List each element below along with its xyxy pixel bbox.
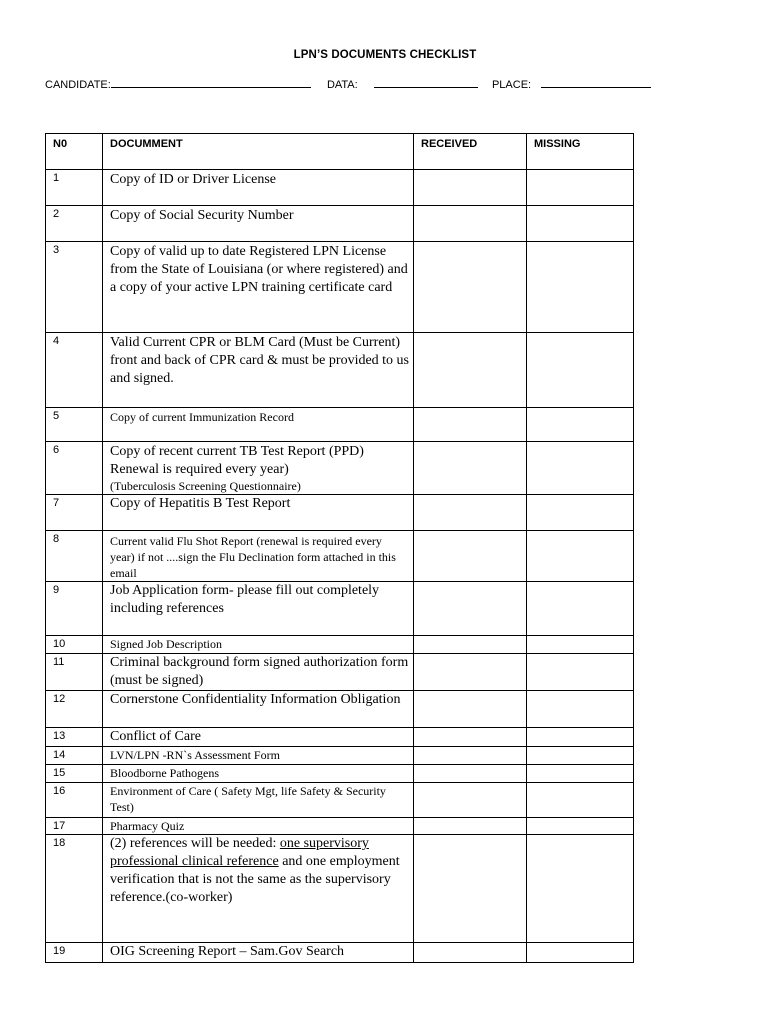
received-cell[interactable]: [414, 242, 527, 333]
missing-cell[interactable]: [527, 943, 634, 963]
row-document: Environment of Care ( Safety Mgt, life Safety & Security Test): [103, 783, 414, 818]
row-document: [103, 835, 414, 943]
row-number: 11: [46, 654, 103, 691]
missing-cell[interactable]: [527, 835, 634, 943]
row-document: Criminal background form signed authorization form (must be signed): [103, 654, 414, 691]
received-cell[interactable]: [414, 636, 527, 654]
row-document: Pharmacy Quiz: [103, 818, 414, 835]
table-row: [46, 495, 634, 531]
row-number: 6: [46, 442, 103, 495]
row-document-text: Copy of recent current TB Test Report (PPD) Renewal is required every year): [110, 444, 364, 477]
row-document: Cornerstone Confidentiality Information Obligation: [103, 691, 414, 728]
missing-cell[interactable]: [527, 654, 634, 691]
row-document-text-end: and one employment verification that is not the same as the supervisory reference.(co-worker): [110, 854, 400, 905]
missing-cell[interactable]: [527, 818, 634, 835]
candidate-field[interactable]: [111, 77, 311, 88]
table-row: [46, 691, 634, 728]
received-cell[interactable]: [414, 728, 527, 747]
received-cell[interactable]: [414, 943, 527, 963]
received-cell[interactable]: [414, 495, 527, 531]
data-label: DATA:: [326, 79, 358, 91]
received-cell[interactable]: [414, 531, 527, 582]
received-cell[interactable]: [414, 333, 527, 408]
data-field[interactable]: [374, 77, 478, 88]
table-row: [46, 728, 634, 747]
table-row: [46, 242, 634, 333]
table-header-row: [46, 134, 634, 170]
row-number: 14: [46, 747, 103, 765]
table-row: [46, 654, 634, 691]
row-document: Valid Current CPR or BLM Card (Must be Current) front and back of CPR card & must be provided to us and signed.: [103, 333, 414, 408]
row-number: 13: [46, 728, 103, 747]
row-document: Current valid Flu Shot Report (renewal is required every year) if not ....sign the Flu Declination form attached in this email: [103, 531, 414, 582]
received-cell[interactable]: [414, 783, 527, 818]
candidate-label: CANDIDATE:: [45, 79, 111, 91]
received-cell[interactable]: [414, 654, 527, 691]
table-row: [46, 835, 634, 943]
received-cell[interactable]: [414, 765, 527, 783]
row-document: Copy of ID or Driver License: [103, 170, 414, 206]
received-cell[interactable]: [414, 835, 527, 943]
row-number: 10: [46, 636, 103, 654]
row-number: 7: [46, 495, 103, 531]
row-number: 15: [46, 765, 103, 783]
row-number: 2: [46, 206, 103, 242]
missing-cell[interactable]: [527, 636, 634, 654]
table-row: [46, 408, 634, 442]
table-row: [46, 170, 634, 206]
table-row: [46, 206, 634, 242]
header-received: RECEIVED: [414, 134, 527, 170]
missing-cell[interactable]: [527, 170, 634, 206]
table-row: [46, 765, 634, 783]
row-document: Copy of Social Security Number: [103, 206, 414, 242]
row-number: 12: [46, 691, 103, 728]
missing-cell[interactable]: [527, 531, 634, 582]
received-cell[interactable]: [414, 442, 527, 495]
missing-cell[interactable]: [527, 783, 634, 818]
row-document: Job Application form- please fill out completely including references: [103, 582, 414, 636]
missing-cell[interactable]: [527, 495, 634, 531]
row-document: Signed Job Description: [103, 636, 414, 654]
row-number: 18: [46, 835, 103, 943]
table-row: [46, 818, 634, 835]
row-document: LVN/LPN -RN`s Assessment Form: [103, 747, 414, 765]
received-cell[interactable]: [414, 818, 527, 835]
header-fields: [45, 77, 651, 91]
row-number: 16: [46, 783, 103, 818]
table-row: [46, 333, 634, 408]
row-number: 3: [46, 242, 103, 333]
row-number: 19: [46, 943, 103, 963]
documents-table: [45, 133, 634, 963]
missing-cell[interactable]: [527, 691, 634, 728]
row-document-subtext: (Tuberculosis Screening Questionnaire): [110, 479, 301, 493]
table-row: [46, 747, 634, 765]
row-document: Conflict of Care: [103, 728, 414, 747]
row-document: OIG Screening Report – Sam.Gov Search: [103, 943, 414, 963]
row-number: 17: [46, 818, 103, 835]
missing-cell[interactable]: [527, 442, 634, 495]
table-row: [46, 636, 634, 654]
received-cell[interactable]: [414, 170, 527, 206]
row-number: 4: [46, 333, 103, 408]
missing-cell[interactable]: [527, 206, 634, 242]
missing-cell[interactable]: [527, 728, 634, 747]
received-cell[interactable]: [414, 582, 527, 636]
table-row: [46, 582, 634, 636]
missing-cell[interactable]: [527, 242, 634, 333]
row-document: [103, 442, 414, 495]
row-number: 5: [46, 408, 103, 442]
header-no: N0: [46, 134, 103, 170]
place-field[interactable]: [541, 77, 651, 88]
received-cell[interactable]: [414, 408, 527, 442]
missing-cell[interactable]: [527, 408, 634, 442]
table-row: [46, 783, 634, 818]
document-title: LPN’S DOCUMENTS CHECKLIST: [293, 49, 477, 61]
received-cell[interactable]: [414, 691, 527, 728]
row-number: 8: [46, 531, 103, 582]
row-document-underlined: one supervisory professional clinical reference: [110, 836, 369, 869]
missing-cell[interactable]: [527, 582, 634, 636]
received-cell[interactable]: [414, 206, 527, 242]
table-row: [46, 531, 634, 582]
header-document: DOCUMMENT: [103, 134, 414, 170]
place-label: PLACE:: [491, 79, 532, 91]
table-row: [46, 442, 634, 495]
row-document: Copy of valid up to date Registered LPN License from the State of Louisiana (or where registered) and a copy of your active LPN training certificate card: [103, 242, 414, 333]
received-cell[interactable]: [414, 747, 527, 765]
missing-cell[interactable]: [527, 747, 634, 765]
missing-cell[interactable]: [527, 333, 634, 408]
header-missing: MISSING: [527, 134, 634, 170]
row-number: 9: [46, 582, 103, 636]
row-number: 1: [46, 170, 103, 206]
row-document: Bloodborne Pathogens: [103, 765, 414, 783]
row-document: Copy of Hepatitis B Test Report: [103, 495, 414, 531]
table-row: [46, 943, 634, 963]
row-document: Copy of current Immunization Record: [103, 408, 414, 442]
row-document-text: (2) references will be needed:: [110, 836, 280, 851]
missing-cell[interactable]: [527, 765, 634, 783]
